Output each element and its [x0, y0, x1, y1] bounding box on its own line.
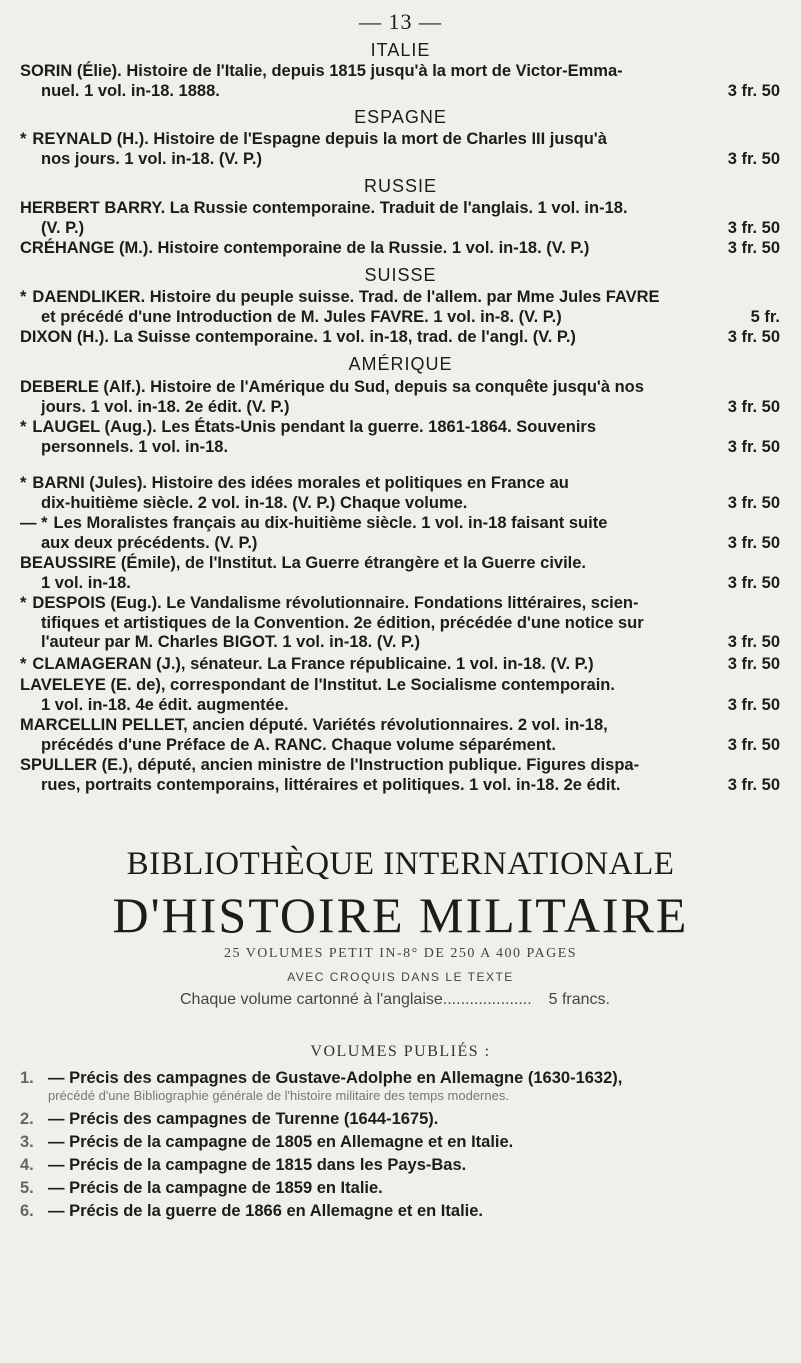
- star-mark: *: [20, 288, 27, 306]
- volumes-list: [20, 1068, 780, 1224]
- entry-line: 1 vol. in-18. 4e édit. augmentée.: [41, 695, 289, 714]
- entry-moralistes: [20, 514, 780, 553]
- entry-line: l'auteur par M. Charles BIGOT. 1 vol. in-18. (V. P.): [41, 633, 420, 652]
- item-title: — Précis de la campagne de 1815 dans les Pays-Bas.: [48, 1156, 467, 1174]
- entry-clamageran: [20, 655, 780, 675]
- star-mark: *: [20, 655, 27, 673]
- item-title: — Précis de la campagne de 1859 en Italie.: [48, 1179, 383, 1197]
- entry-line: 1 vol. in-18.: [41, 573, 131, 592]
- entry-daendliker: [20, 288, 780, 327]
- entry-barni: [20, 474, 780, 513]
- entry-price: 3 fr. 50: [727, 437, 780, 456]
- entry-price: 3 fr. 50: [727, 735, 780, 754]
- entry-price: 3 fr. 50: [727, 493, 780, 512]
- entry-line: HERBERT BARRY. La Russie contemporaine. Traduit de l'anglais. 1 vol. in-18.: [20, 199, 628, 217]
- entry-price: 3 fr. 50: [727, 218, 780, 237]
- entry-price: 3 fr. 50: [727, 633, 780, 652]
- entry-price: 3 fr. 50: [727, 328, 780, 346]
- entry-line: aux deux précédents. (V. P.): [41, 533, 258, 552]
- leader-dots: ....................: [442, 991, 532, 1008]
- entry-spuller: [20, 756, 780, 795]
- entry-line: tifiques et artistiques de la Convention. 2e édition, précédée d'une notice sur: [41, 613, 644, 632]
- item-number: 1.: [20, 1069, 34, 1087]
- list-item: [20, 1132, 780, 1152]
- entry-line: Les Moralistes français au dix-huitième siècle. 1 vol. in-18 faisant suite: [53, 514, 608, 532]
- entry-line: DESPOIS (Eug.). Le Vandalisme révolutionnaire. Fondations littéraires, scien-: [32, 594, 639, 612]
- biblio-title-line2: D'HISTOIRE MILITAIRE: [112, 887, 689, 943]
- entry-reynald: [20, 130, 780, 169]
- biblio-format: 25 VOLUMES PETIT IN-8° DE 250 A 400 PAGES: [223, 946, 578, 961]
- entry-line: LAVELEYE (E. de), correspondant de l'Institut. Le Socialisme contemporain.: [20, 676, 615, 694]
- entry-line: CLAMAGERAN (J.), sénateur. La France républicaine. 1 vol. in-18. (V. P.): [32, 655, 594, 673]
- entry-herbert-barry: [20, 199, 780, 238]
- item-number: 4.: [20, 1156, 34, 1174]
- entry-line: précédés d'une Préface de A. RANC. Chaque volume séparément.: [41, 735, 556, 754]
- entry-line: MARCELLIN PELLET, ancien député. Variétés révolutionnaires. 2 vol. in-18,: [20, 716, 608, 734]
- entry-line: jours. 1 vol. in-18. 2e édit. (V. P.): [41, 397, 290, 416]
- entry-line: DEBERLE (Alf.). Histoire de l'Amérique du Sud, depuis sa conquête jusqu'à nos: [20, 378, 644, 396]
- list-item: [20, 1201, 780, 1221]
- entry-line: SPULLER (E.), député, ancien ministre de l'Instruction publique. Figures dispa-: [20, 756, 640, 774]
- item-number: 2.: [20, 1110, 34, 1128]
- entry-line: nos jours. 1 vol. in-18. (V. P.): [41, 149, 262, 168]
- entry-line: SORIN (Élie). Histoire de l'Italie, depuis 1815 jusqu'à la mort de Victor-Emma-: [20, 62, 623, 80]
- list-item: [20, 1068, 780, 1106]
- entry-line: personnels. 1 vol. in-18.: [41, 437, 229, 456]
- entry-beaussire: [20, 554, 780, 593]
- item-number: 5.: [20, 1179, 34, 1197]
- item-number: 3.: [20, 1133, 34, 1151]
- heading-espagne: ESPAGNE: [354, 107, 447, 127]
- entry-crehange: [20, 239, 780, 259]
- biblio-price: 5 francs.: [548, 991, 610, 1008]
- entry-line: nuel. 1 vol. in-18. 1888.: [41, 81, 220, 100]
- entry-line: DIXON (H.). La Suisse contemporaine. 1 vol. in-18, trad. de l'angl. (V. P.): [20, 328, 576, 346]
- list-item: [20, 1109, 780, 1129]
- entry-sorin: [20, 62, 780, 101]
- entry-laveleye: [20, 676, 780, 715]
- item-title: — Précis des campagnes de Turenne (1644-1675).: [48, 1110, 439, 1128]
- entry-line: et précédé d'une Introduction de M. Jules FAVRE. 1 vol. in-8. (V. P.): [41, 307, 562, 326]
- list-item: [20, 1178, 780, 1198]
- entry-price: 3 fr. 50: [727, 775, 780, 794]
- entry-price: 3 fr. 50: [727, 573, 780, 592]
- entry-price: 3 fr. 50: [727, 695, 780, 714]
- star-mark: *: [20, 594, 27, 612]
- entry-line: CRÉHANGE (M.). Histoire contemporaine de la Russie. 1 vol. in-18. (V. P.): [20, 239, 590, 257]
- biblio-title-line1: BIBLIOTHÈQUE INTERNATIONALE: [126, 846, 675, 882]
- star-mark: *: [20, 418, 27, 436]
- star-mark: — *: [20, 514, 48, 532]
- heading-suisse: SUISSE: [364, 265, 437, 285]
- entry-despois: [20, 594, 780, 653]
- entry-price: 3 fr. 50: [727, 81, 780, 100]
- entry-price: 3 fr. 50: [727, 239, 780, 257]
- item-subtitle: précédé d'une Bibliographie générale de l'histoire militaire des temps modernes.: [48, 1088, 509, 1103]
- entry-line: dix-huitième siècle. 2 vol. in-18. (V. P.) Chaque volume.: [41, 493, 468, 512]
- entry-line: (V. P.): [41, 218, 85, 237]
- entry-price: 3 fr. 50: [727, 655, 780, 673]
- biblio-price-line: [180, 991, 610, 1009]
- heading-amerique: AMÉRIQUE: [348, 354, 453, 374]
- entry-marcellin-pellet: [20, 716, 780, 755]
- biblio-chaque: Chaque volume cartonné à l'anglaise: [180, 991, 443, 1008]
- entry-deberle: [20, 378, 780, 417]
- entry-line: REYNALD (H.). Histoire de l'Espagne depuis la mort de Charles III jusqu'à: [32, 130, 607, 148]
- entry-line: LAUGEL (Aug.). Les États-Unis pendant la guerre. 1861-1864. Souvenirs: [32, 418, 597, 436]
- volumes-heading: VOLUMES PUBLIÉS :: [310, 1043, 491, 1060]
- heading-italie: ITALIE: [370, 40, 431, 60]
- entry-price: 5 fr.: [750, 307, 780, 326]
- entry-line: DAENDLIKER. Histoire du peuple suisse. Trad. de l'allem. par Mme Jules FAVRE: [32, 288, 660, 306]
- entry-line: BEAUSSIRE (Émile), de l'Institut. La Guerre étrangère et la Guerre civile.: [20, 554, 587, 572]
- entry-price: 3 fr. 50: [727, 533, 780, 552]
- entry-dixon: [20, 328, 780, 348]
- item-number: 6.: [20, 1202, 34, 1220]
- entry-laugel: [20, 418, 780, 457]
- item-title: — Précis des campagnes de Gustave-Adolphe en Allemagne (1630-1632),: [48, 1069, 623, 1087]
- entry-line: BARNI (Jules). Histoire des idées morales et politiques en France au: [32, 474, 569, 492]
- star-mark: *: [20, 130, 27, 148]
- entry-line: rues, portraits contemporains, littéraires et politiques. 1 vol. in-18. 2e édit.: [41, 775, 621, 794]
- biblio-croquis: AVEC CROQUIS DANS LE TEXTE: [287, 970, 514, 984]
- entry-price: 3 fr. 50: [727, 397, 780, 416]
- list-item: [20, 1155, 780, 1175]
- heading-russie: RUSSIE: [363, 176, 438, 196]
- star-mark: *: [20, 474, 27, 492]
- item-title: — Précis de la campagne de 1805 en Allemagne et en Italie.: [48, 1133, 514, 1151]
- item-title: — Précis de la guerre de 1866 en Allemagne et en Italie.: [48, 1202, 483, 1220]
- entry-price: 3 fr. 50: [727, 149, 780, 168]
- page-number: — 13 —: [359, 9, 442, 34]
